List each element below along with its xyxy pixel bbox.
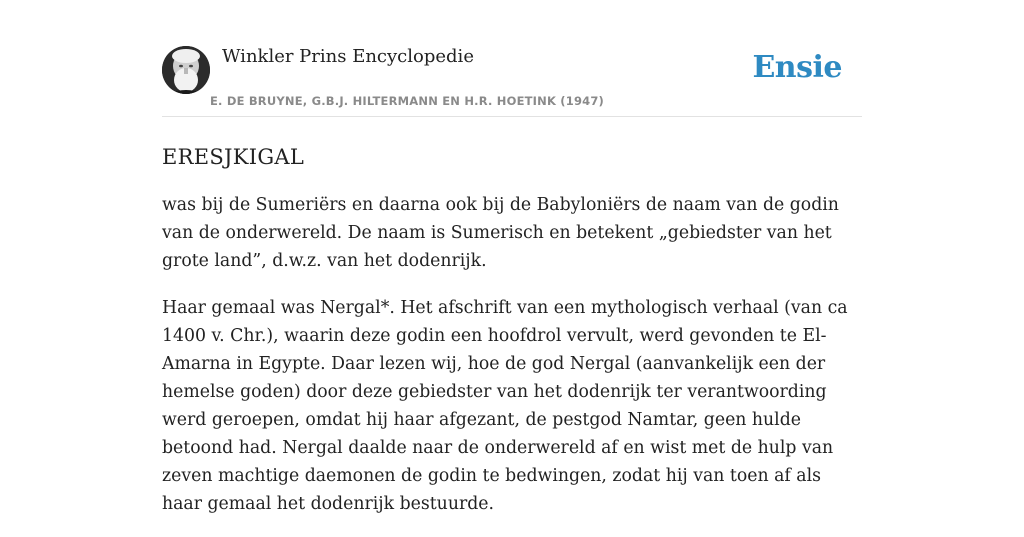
source-title[interactable]: Winkler Prins Encyclopedie	[222, 46, 474, 67]
entry-paragraph: Haar gemaal was Nergal*. Het afschrift van een mythologisch verhaal (van ca 1400 v. Chr.), waarin deze godin een hoofdrol vervult, werd gevonden te El-Amarna in Egypte. Daar lezen wij, hoe de god Nergal (aanvankelijk een der hemelse goden) door deze gebiedster van het dodenrijk ter verantwoording werd geroepen, omdat hij haar afgezant, de pestgod Namtar, geen hulde betoond had. Nergal daalde naar de onderwereld af en wist met de hulp van zeven machtige daemonen de godin te bedwingen, zodat hij van toen af als haar gemaal het dodenrijk bestuurde.	[162, 298, 848, 514]
article-page	[162, 0, 862, 537]
brand-logo[interactable]: Ensie	[752, 50, 842, 85]
author-avatar[interactable]	[162, 46, 210, 94]
entry-paragraph: was bij de Sumeriërs en daarna ook bij de Babyloniërs de naam van de godin van de onderwereld. De naam is Sumerisch en betekent „gebiedster van het grote land”, d.w.z. van het dodenrijk.	[162, 195, 839, 271]
entry-body	[162, 191, 862, 518]
portrait-icon	[162, 46, 210, 94]
entry-title: ERESJKIGAL	[162, 145, 305, 169]
source-authors: E. DE BRUYNE, G.B.J. HILTERMANN EN H.R. HOETINK (1947)	[210, 94, 605, 108]
source-header	[162, 0, 862, 117]
